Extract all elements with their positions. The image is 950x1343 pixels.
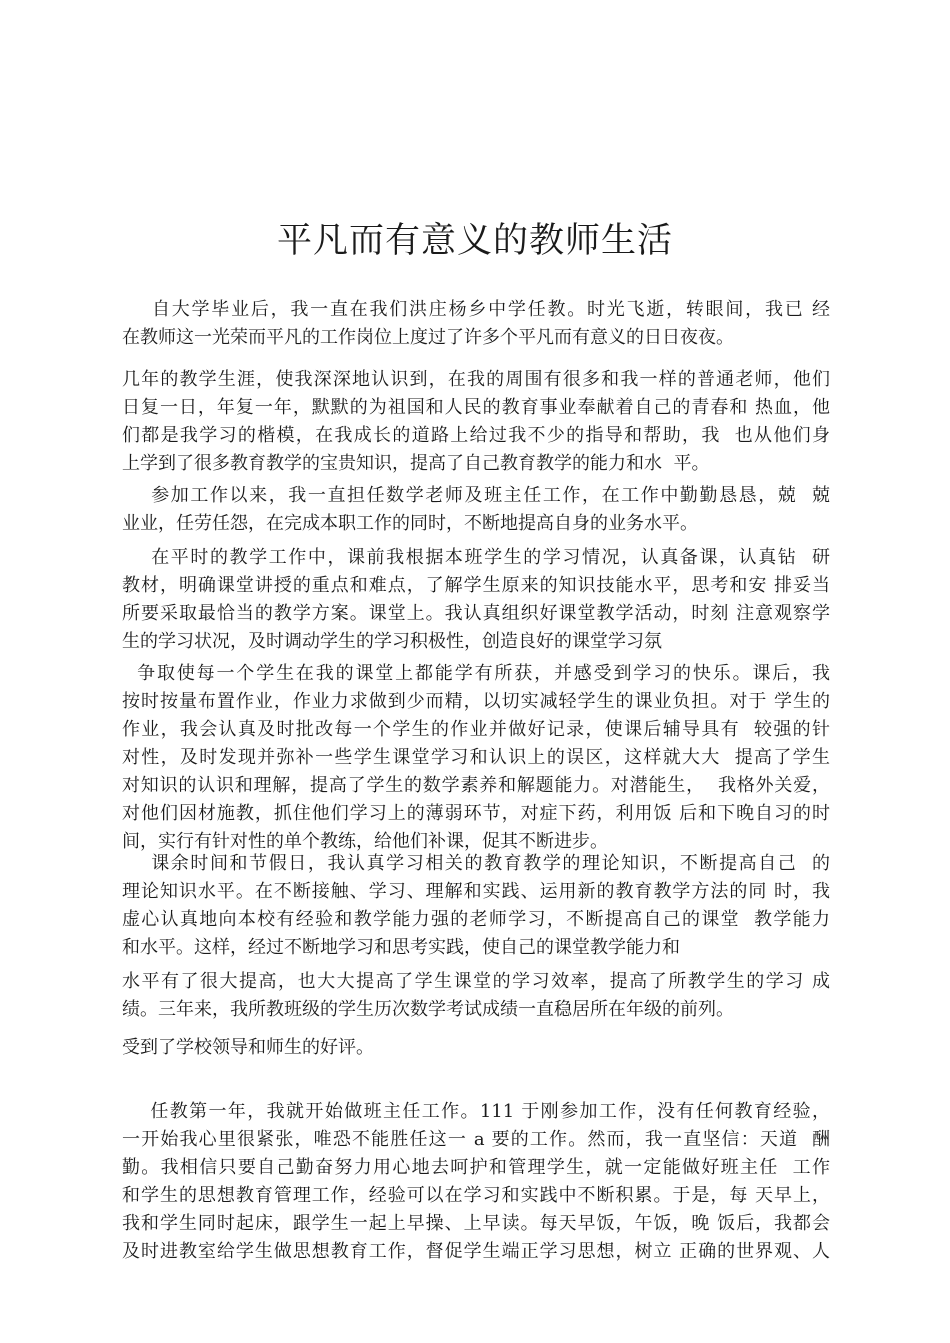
text-line: 间，实行有针对性的单个教练，给他们补课，促其不断进步。	[122, 831, 608, 852]
text-line: 水平有了很大提高，也大大提高了学生课堂的学习效率，提高了所教学生的学习 成	[122, 971, 830, 992]
text-line: 参加工作以来，我一直担任数学老师及班主任工作，在工作中勤勤恳恳，兢 兢	[122, 485, 830, 506]
text-line: 绩。三年来，我所教班级的学生历次数学考试成绩一直稳居所在年级的前列。	[122, 999, 734, 1020]
text-line: 对性，及时发现并弥补一些学生课堂学习和认识上的误区，这样就大大 提高了学生	[122, 747, 830, 768]
text-line: 争取使每一个学生在我的课堂上都能学有所获，并感受到学习的快乐。课后，我	[122, 663, 830, 684]
paragraph-8	[122, 1034, 830, 1062]
paragraph-3	[122, 482, 830, 538]
text-line: 虚心认真地向本校有经验和教学能力强的老师学习，不断提高自己的课堂 教学能力	[122, 909, 830, 930]
paragraph-1	[122, 296, 830, 352]
text-line: 生的学习状况，及时调动学生的学习积极性，创造良好的课堂学习氛	[122, 631, 662, 652]
text-line: 所要采取最恰当的教学方案。课堂上。我认真组织好课堂教学活动，时刻 注意观察学	[122, 603, 830, 624]
text-line: 几年的教学生涯，使我深深地认识到，在我的周围有很多和我一样的普通老师，他们	[122, 369, 830, 390]
text-line: 对知识的认识和理解，提高了学生的数学素养和解题能力。对潜能生， 我格外关爱，	[122, 775, 830, 796]
document-title: 平凡而有意义的教师生活	[276, 221, 673, 261]
text-line: 任教第一年，我就开始做班主任工作。111 于刚参加工作，没有任何教育经验，	[122, 1101, 830, 1122]
text-line: 课余时间和节假日，我认真学习相关的教育教学的理论知识，不断提高自己 的	[122, 853, 830, 874]
text-line: 教材，明确课堂讲授的重点和难点，了解学生原来的知识技能水平，思考和安 排妥当	[122, 575, 830, 596]
text-line: 对他们因材施教，抓住他们学习上的薄弱环节，对症下药，利用饭 后和下晚自习的时	[122, 803, 830, 824]
text-line: 在平时的教学工作中，课前我根据本班学生的学习情况，认真备课，认真钻 研	[122, 547, 830, 568]
text-line: 勤。我相信只要自己勤奋努力用心地去呵护和管理学生，就一定能做好班主任 工作	[122, 1157, 830, 1178]
paragraph-4	[122, 544, 830, 656]
text-line: 业业，任劳任怨，在完成本职工作的同时，不断地提高自身的业务水平。	[122, 513, 698, 534]
text-line: 及时进教室给学生做思想教育工作，督促学生端正学习思想，树立 正确的世界观、人	[122, 1241, 830, 1262]
text-line: 日复一日，年复一年，默默的为祖国和人民的教育事业奉献着自己的青春和 热血，他	[122, 397, 830, 418]
text-line: 我和学生同时起床，跟学生一起上早操、上早读。每天早饭，午饭，晚 饭后，我都会	[122, 1213, 830, 1234]
paragraph-7	[122, 968, 830, 1024]
paragraph-2	[122, 366, 830, 478]
text-line: 们都是我学习的楷模，在我成长的道路上给过我不少的指导和帮助，我 也从他们身	[122, 425, 830, 446]
text-line: 作业，我会认真及时批改每一个学生的作业并做好记录，使课后辅导具有 较强的针	[122, 719, 830, 740]
text-line: 按时按量布置作业，作业力求做到少而精，以切实减轻学生的课业负担。对于 学生的	[122, 691, 830, 712]
text-line: 上学到了很多教育教学的宝贵知识，提高了自己教育教学的能力和水 平。	[122, 453, 710, 474]
text-line: 受到了学校领导和师生的好评。	[122, 1037, 374, 1058]
text-line: 自大学毕业后，我一直在我们洪庄杨乡中学任教。时光飞逝，转眼间，我已 经	[122, 299, 830, 320]
text-line: 理论知识水平。在不断接触、学习、理解和实践、运用新的教育教学方法的同 时，我	[122, 881, 830, 902]
paragraph-6	[122, 850, 830, 962]
text-line: 一开始我心里很紧张，唯恐不能胜任这一 a 要的工作。然而，我一直坚信：天道 酬	[122, 1129, 830, 1150]
text-line: 和学生的思想教育管理工作，经验可以在学习和实践中不断积累。于是，每 天早上，	[122, 1185, 830, 1206]
paragraph-5	[122, 660, 830, 856]
paragraph-9	[122, 1098, 830, 1266]
text-line: 在教师这一光荣而平凡的工作岗位上度过了许多个平凡而有意义的日日夜夜。	[122, 327, 734, 348]
text-line: 和水平。这样，经过不断地学习和思考实践，使自己的课堂教学能力和	[122, 937, 680, 958]
